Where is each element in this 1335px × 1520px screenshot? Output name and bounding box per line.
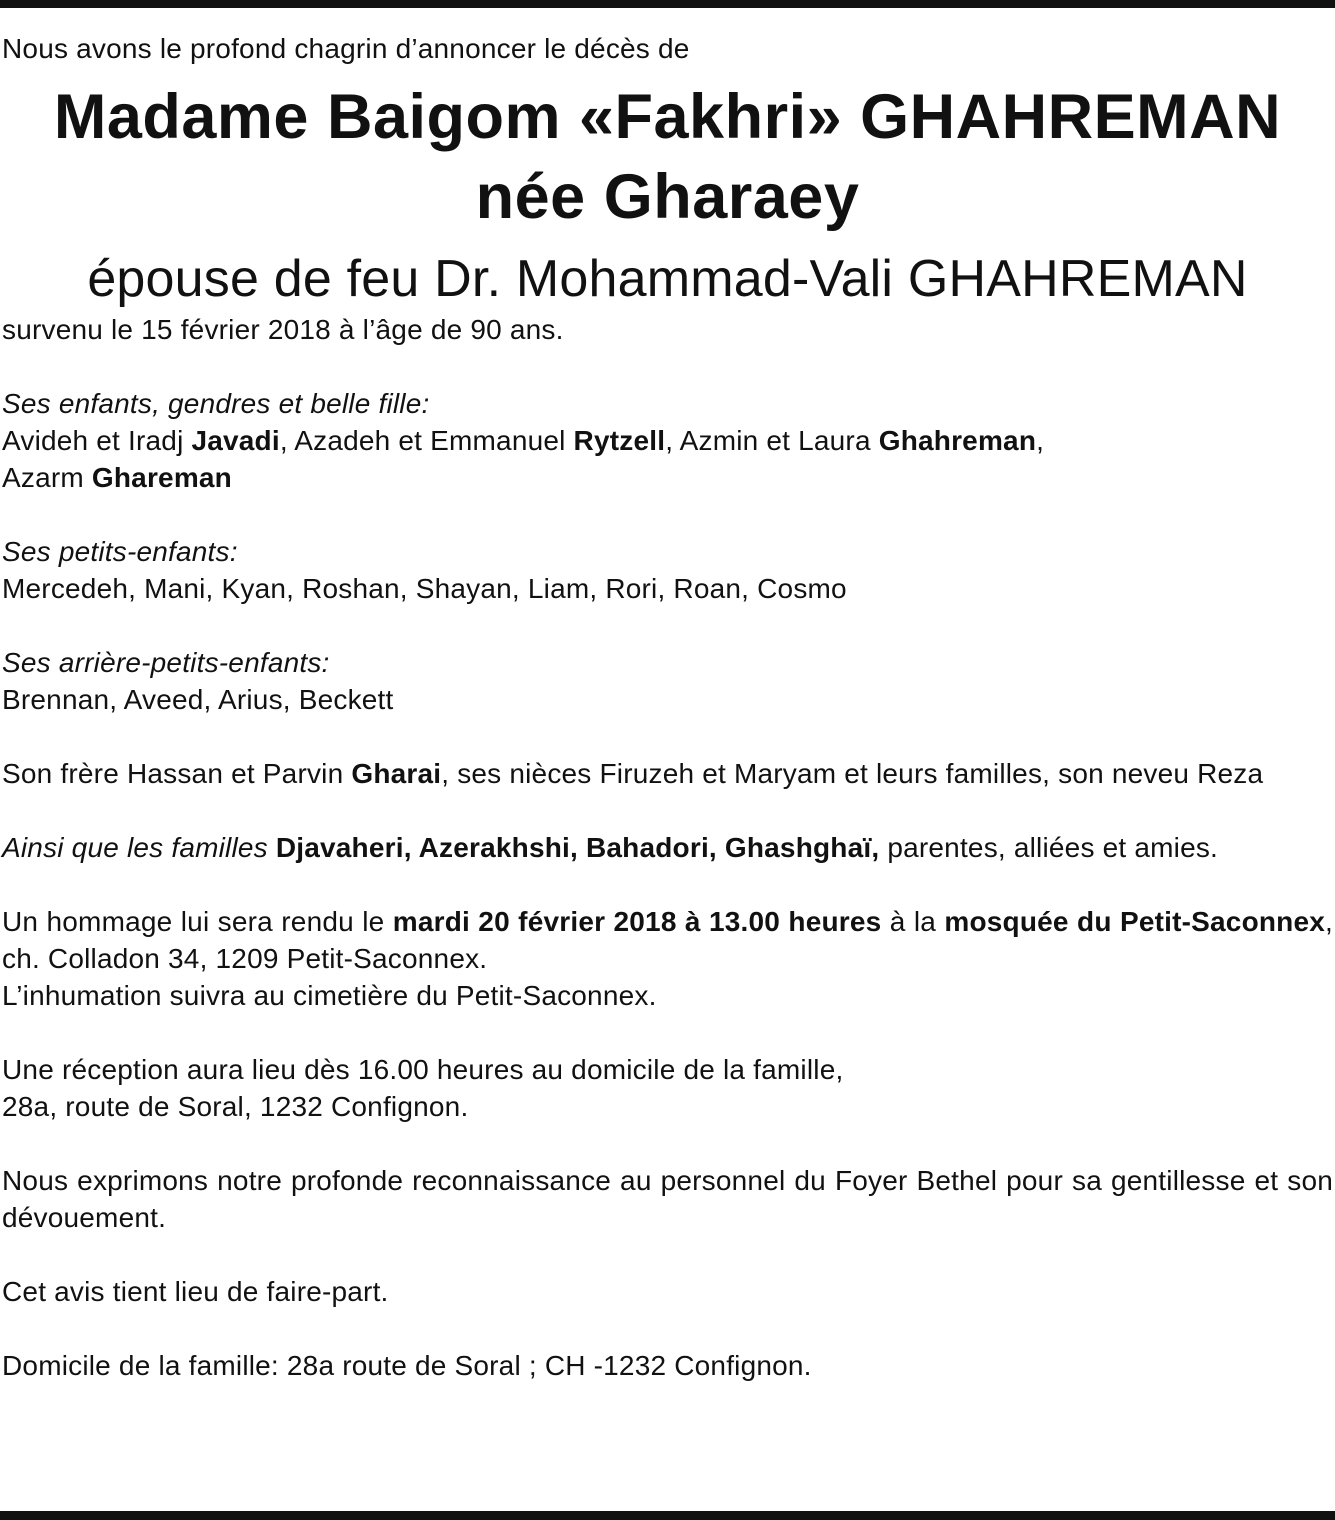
reception-line-2: 28a, route de Soral, 1232 Confignon. [2, 1091, 469, 1122]
top-rule [0, 0, 1335, 8]
great-grandchildren-section [2, 644, 1333, 718]
reception-line-1: Une réception aura lieu dès 16.00 heures au domicile de la famille, [2, 1054, 844, 1085]
intro-text: Nous avons le profond chagrin d’annoncer le décès de [2, 33, 690, 64]
family-domicile: Domicile de la famille: 28a route de Soral ; CH -1232 Confignon. [2, 1350, 812, 1381]
grandchildren-heading: Ses petits-enfants: [2, 536, 238, 567]
bottom-rule [0, 1511, 1335, 1520]
deceased-name-line-1: Madame Baigom «Fakhri» GHAHREMAN [53, 82, 1282, 152]
children-section [2, 385, 1333, 496]
burial-line: L’inhumation suivra au cimetière du Petit-Saconnex. [2, 980, 657, 1011]
children-list-line-1: Avideh et Iradj Javadi, Azadeh et Emmanuel Rytzell, Azmin et Laura Ghahreman, [2, 425, 1045, 456]
ceremony-paragraph: Un hommage lui sera rendu le mardi 20 février 2018 à 13.00 heures à la mosquée du Petit-Saconnex, ch. Colladon 34, 1209 Petit-Saconnex. [2, 906, 1334, 974]
deceased-maiden-name: née Gharaey [475, 162, 860, 232]
thanks-paragraph: Nous exprimons notre profonde reconnaissance au personnel du Foyer Bethel pour sa gentillesse et son dévouement. [2, 1165, 1333, 1233]
obituary-notice [2, 30, 1333, 1384]
grandchildren-names: Mercedeh, Mani, Kyan, Roshan, Shayan, Liam, Rori, Roan, Cosmo [2, 573, 847, 604]
great-grandchildren-names: Brennan, Aveed, Arius, Beckett [2, 684, 394, 715]
children-list-line-2: Azarm Ghareman [2, 462, 232, 493]
notice-line: Cet avis tient lieu de faire-part. [2, 1276, 389, 1307]
spouse-line: épouse de feu Dr. Mohammad-Vali GHAHREMAN [87, 250, 1248, 308]
reception-section [2, 1051, 1333, 1125]
grandchildren-section [2, 533, 1333, 607]
children-heading: Ses enfants, gendres et belle fille: [2, 388, 430, 419]
deceased-name [2, 77, 1333, 237]
date-of-death: survenu le 15 février 2018 à l’âge de 90 ans. [2, 314, 564, 345]
brother-paragraph: Son frère Hassan et Parvin Gharai, ses nièces Firuzeh et Maryam et leurs familles, son neveu Reza [2, 758, 1264, 789]
families-paragraph: Ainsi que les familles Djavaheri, Azerakhshi, Bahadori, Ghashghaï, parentes, alliées et amies. [2, 832, 1219, 863]
ceremony-section [2, 903, 1333, 1014]
great-grandchildren-heading: Ses arrière-petits-enfants: [2, 647, 330, 678]
